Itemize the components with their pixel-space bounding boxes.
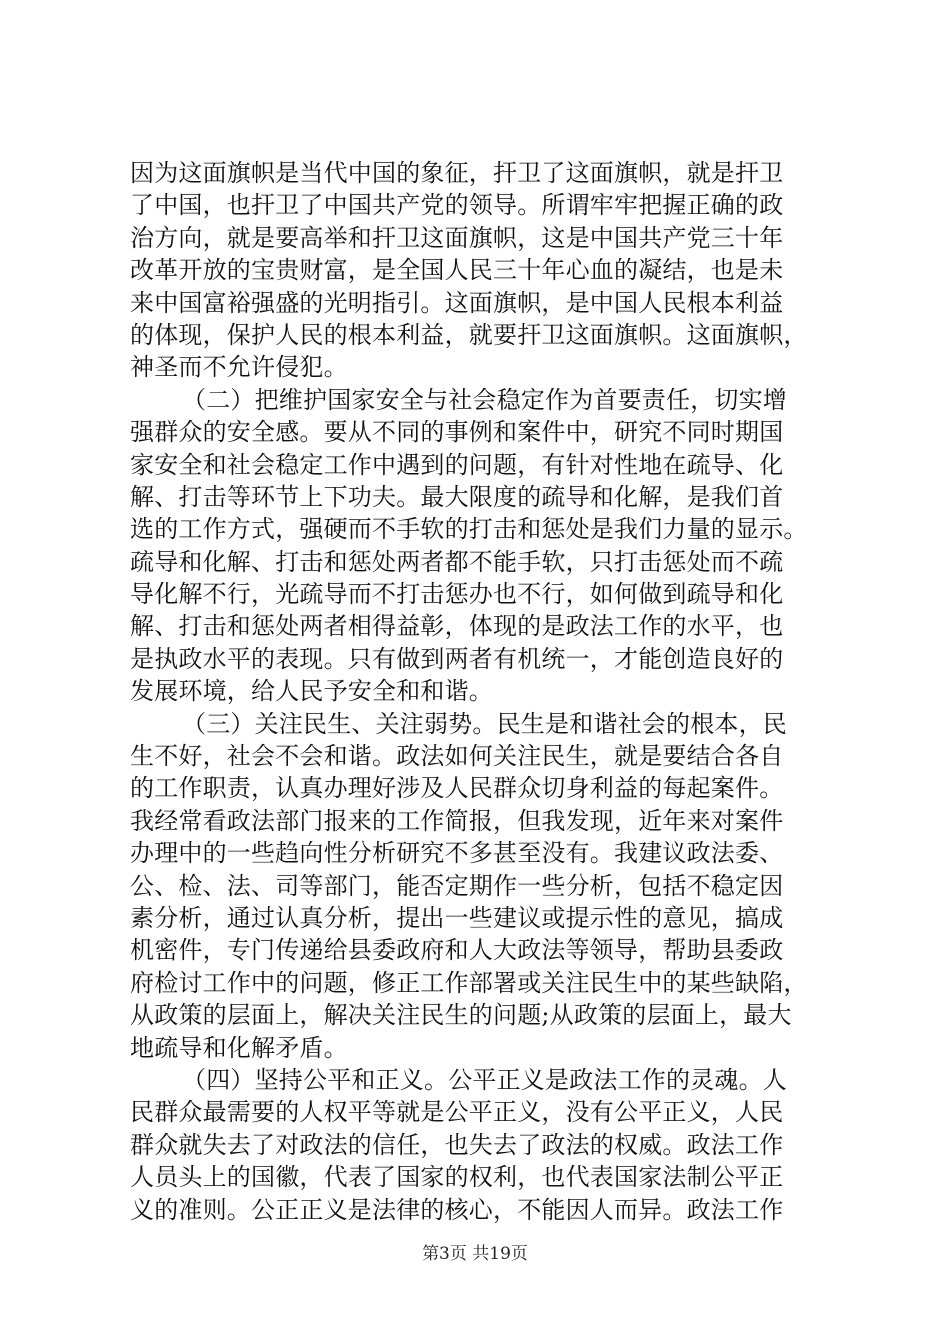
text-line: 的体现，保护人民的根本利益，就要扞卫这面旗帜。这面旗帜， [130, 320, 808, 349]
text-line: 公、检、法、司等部门，能否定期作一些分析，包括不稳定因 [130, 871, 784, 900]
paragraph-start-line: （四）坚持公平和正义。公平正义是政法工作的灵魂。人 [182, 1065, 787, 1094]
text-line: 我经常看政法部门报来的工作简报，但我发现，近年来对案件 [130, 806, 784, 835]
text-line: 义的准则。公正正义是法律的核心，不能因人而异。政法工作 [130, 1195, 784, 1224]
text-line: 解、打击和惩处两者相得益彰，体现的是政法工作的水平，也 [130, 612, 784, 641]
text-line: 选的工作方式，强硬而不手软的打击和惩处是我们力量的显示。 [130, 515, 808, 544]
text-line: 民群众最需要的人权平等就是公平正义，没有公平正义，人民 [130, 1098, 784, 1127]
text-line: 神圣而不允许侵犯。 [130, 353, 348, 382]
body-text [130, 157, 830, 1226]
text-line: 因为这面旗帜是当代中国的象征，扞卫了这面旗帜，就是扞卫 [130, 159, 784, 187]
text-line: 强群众的安全感。要从不同的事例和案件中，研究不同时期国 [130, 418, 784, 447]
paragraph-start-line: （二）把维护国家安全与社会稳定作为首要责任，切实增 [182, 385, 787, 414]
text-line: 是执政水平的表现。只有做到两者有机统一，才能创造良好的 [130, 644, 784, 673]
text-line: 群众就失去了对政法的信任，也失去了政法的权威。政法工作 [130, 1130, 784, 1159]
paragraph-start-line: （三）关注民生、关注弱势。民生是和谐社会的根本，民 [182, 709, 787, 738]
text-line: 改革开放的宝贵财富，是全国人民三十年心血的凝结，也是未 [130, 256, 784, 285]
text-line: 人员头上的国徽，代表了国家的权利，也代表国家法制公平正 [130, 1163, 784, 1192]
text-line: 的工作职责，认真办理好涉及人民群众切身利益的每起案件。 [130, 774, 784, 803]
text-line: 疏导和化解、打击和惩处两者都不能手软，只打击惩处而不疏 [130, 547, 784, 576]
text-line: 了中国，也扞卫了中国共产党的领导。所谓牢牢把握正确的政 [130, 191, 784, 220]
text-line: 治方向，就是要高举和扞卫这面旗帜，这是中国共产党三十年 [130, 223, 784, 252]
text-line: 发展环境，给人民予安全和和谐。 [130, 677, 493, 706]
text-line: 导化解不行，光疏导而不打击惩办也不行，如何做到疏导和化 [130, 580, 784, 609]
text-line: 来中国富裕强盛的光明指引。这面旗帜，是中国人民根本利益 [130, 288, 784, 317]
text-line: 府检讨工作中的问题，修正工作部署或关注民生中的某些缺陷， [130, 968, 808, 997]
text-line: 办理中的一些趋向性分析研究不多甚至没有。我建议政法委、 [130, 839, 784, 868]
text-line: 从政策的层面上，解决关注民生的问题;从政策的层面上，最大 [130, 1001, 792, 1030]
page-number-footer: 第3页 共19页 [422, 1244, 528, 1264]
text-line: 解、打击等环节上下功夫。最大限度的疏导和化解，是我们首 [130, 482, 784, 511]
text-line: 素分析，通过认真分析，提出一些建议或提示性的意见，搞成 [130, 903, 784, 932]
text-line: 机密件，专门传递给县委政府和人大政法等领导，帮助县委政 [130, 936, 784, 965]
text-line: 地疏导和化解矛盾。 [130, 1033, 348, 1062]
text-line: 家安全和社会稳定工作中遇到的问题，有针对性地在疏导、化 [130, 450, 784, 479]
text-line: 生不好，社会不会和谐。政法如何关注民生，就是要结合各自 [130, 742, 784, 771]
